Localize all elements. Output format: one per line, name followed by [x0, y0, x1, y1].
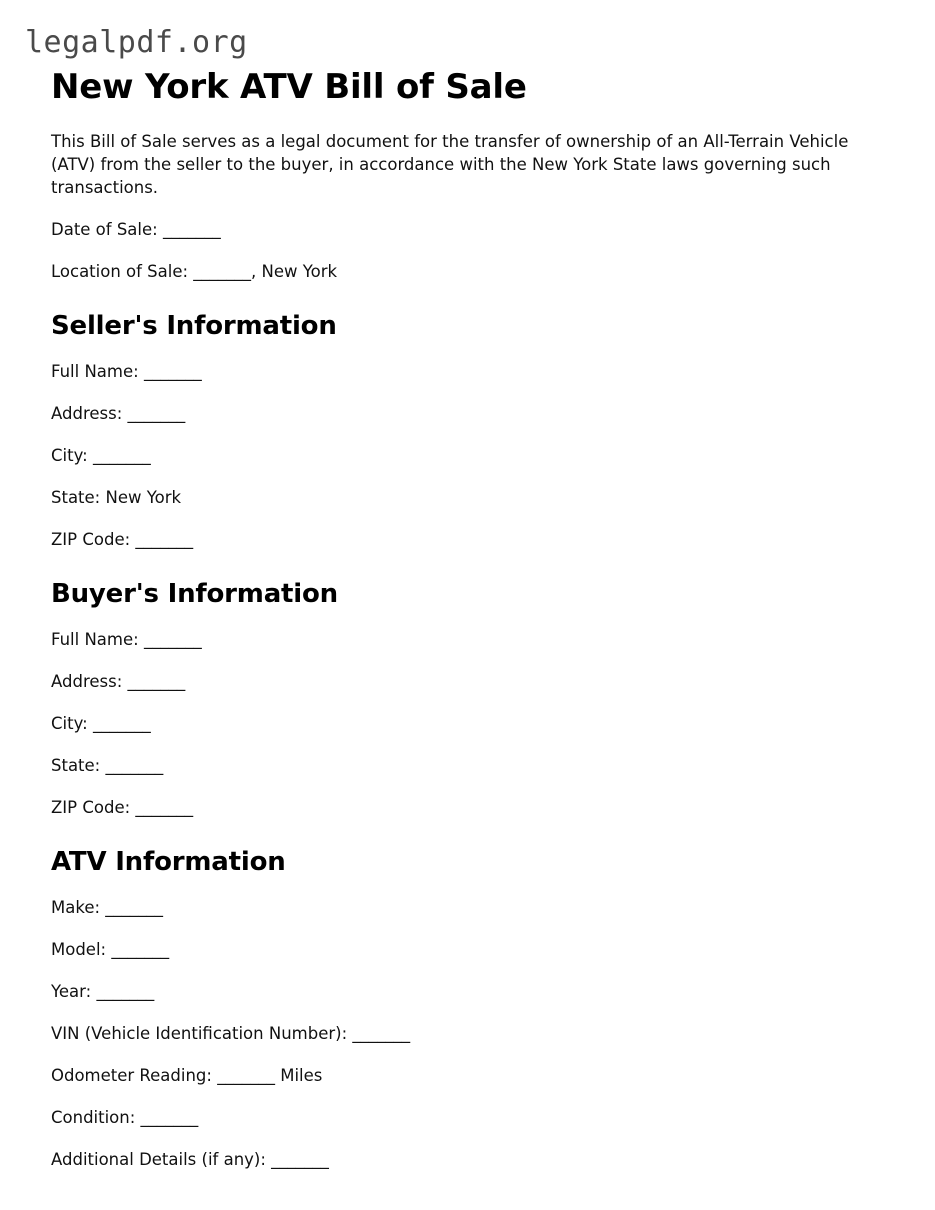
- section-heading-atv: ATV Information: [51, 847, 286, 877]
- page-title: New York ATV Bill of Sale: [51, 67, 527, 107]
- field-seller-state: State: New York: [51, 488, 182, 507]
- section-heading-buyer: Buyer's Information: [51, 579, 338, 609]
- field-atv-model[interactable]: Model: _______: [51, 940, 170, 959]
- field-atv-additional-details[interactable]: Additional Details (if any): _______: [51, 1150, 329, 1169]
- intro-paragraph: This Bill of Sale serves as a legal document for the transfer of ownership of an All-Terrain Vehicle (ATV) from the seller to the buyer, in accordance with the New York State laws governing such transactions.: [51, 132, 849, 197]
- document-content: [51, 66, 876, 1171]
- site-logo: legalpdf.org: [25, 25, 248, 60]
- field-buyer-full-name[interactable]: Full Name: _______: [51, 630, 202, 649]
- field-atv-make[interactable]: Make: _______: [51, 898, 164, 917]
- field-buyer-zip-code[interactable]: ZIP Code: _______: [51, 798, 194, 817]
- field-seller-zip-code[interactable]: ZIP Code: _______: [51, 530, 194, 549]
- section-heading-seller: Seller's Information: [51, 311, 337, 341]
- field-location-of-sale[interactable]: Location of Sale: _______, New York: [51, 262, 338, 281]
- field-atv-vin[interactable]: VIN (Vehicle Identification Number): _______: [51, 1024, 411, 1043]
- field-buyer-address[interactable]: Address: _______: [51, 672, 186, 691]
- field-atv-condition[interactable]: Condition: _______: [51, 1108, 199, 1127]
- field-buyer-state[interactable]: State: _______: [51, 756, 164, 775]
- field-buyer-city[interactable]: City: _______: [51, 714, 151, 733]
- field-atv-odometer-reading[interactable]: Odometer Reading: _______ Miles: [51, 1066, 323, 1085]
- field-date-of-sale[interactable]: Date of Sale: _______: [51, 220, 221, 239]
- field-seller-full-name[interactable]: Full Name: _______: [51, 362, 202, 381]
- field-atv-year[interactable]: Year: _______: [51, 982, 155, 1001]
- field-seller-city[interactable]: City: _______: [51, 446, 151, 465]
- field-seller-address[interactable]: Address: _______: [51, 404, 186, 423]
